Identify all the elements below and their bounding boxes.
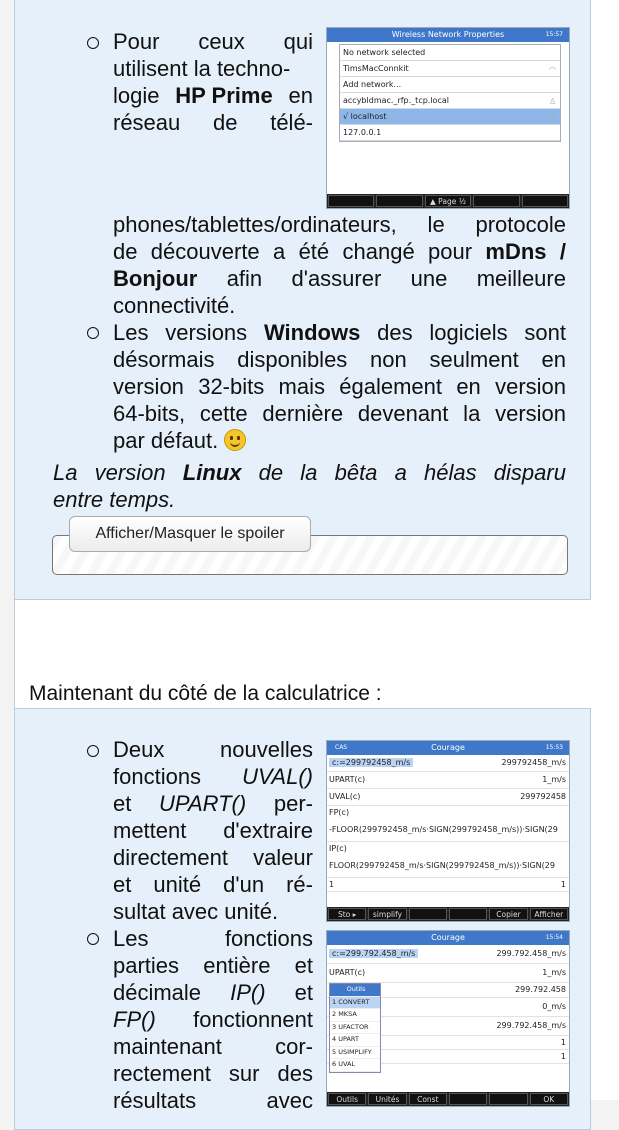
text-line: FP() fonctionnent: [113, 1007, 313, 1032]
text-line: réseau de télé-: [113, 110, 313, 135]
text-line: de découverte a été changé pour mDns /: [113, 239, 566, 264]
tools-popup-menu: [329, 983, 381, 1073]
text-line: entre temps.: [53, 487, 176, 512]
text-line: maintenant cor-: [113, 1034, 313, 1059]
text-line: phones/tablettes/ordinateurs, le protocole: [113, 212, 566, 237]
text-line: fonctions UVAL(): [113, 764, 313, 789]
history-row: 0_m/s: [327, 998, 569, 1017]
history-row: UVAL(c) 299792458: [327, 789, 569, 806]
history-row: FP(c): [329, 808, 350, 817]
text-line: sultat avec unité.: [113, 899, 279, 924]
text-line: Les fonctions: [113, 926, 313, 951]
smiley-icon: [224, 429, 246, 451]
network-item: No network selected: [340, 45, 560, 61]
menu-item: 4 UPART: [330, 1034, 380, 1047]
text-line: logie HP Prime en: [113, 83, 313, 108]
text-line: connectivité.: [113, 293, 236, 318]
text-line: utilisent la techno-: [113, 56, 291, 81]
wifi-icon: ◠: [549, 65, 556, 74]
list-bullet: [87, 327, 99, 339]
screen-titlebar: Courage 15:54: [327, 931, 569, 945]
menu-item: 2 MKSA: [330, 1009, 380, 1022]
cas-tools-menu-screenshot: [326, 930, 570, 1107]
text-line: Pour ceux qui: [113, 29, 313, 54]
network-item: TimsMacConnkit ◠: [340, 61, 560, 77]
softkey-bar: Outils Unités Const OK: [327, 1092, 569, 1106]
text-line: par défaut.: [113, 427, 566, 454]
spoiler-toggle-button[interactable]: Afficher/Masquer le spoiler: [69, 516, 311, 552]
text-line: décimale IP() et: [113, 980, 313, 1005]
menu-title: Outils: [330, 984, 380, 997]
wireless-network-screenshot: [326, 27, 570, 209]
text-line: désormais disponibles non seulment en: [113, 347, 566, 372]
menu-item: 6 UVAL: [330, 1059, 380, 1072]
text-line: Deux nouvelles: [113, 737, 313, 762]
cas-uval-screenshot: [326, 740, 570, 922]
text-line: et unité d'un ré-: [113, 872, 313, 897]
network-item: 127.0.0.1: [340, 125, 560, 141]
network-icon: ♙: [548, 97, 556, 106]
history-row: IP(c): [329, 844, 347, 853]
text-line: et UPART() per-: [113, 791, 313, 816]
text-line: résultats avec: [113, 1088, 313, 1113]
network-list: [339, 44, 561, 142]
menu-item: 1 CONVERT: [330, 997, 380, 1010]
text-line: La version Linux de la bêta a hélas disparu: [53, 460, 566, 485]
history-row: UPART(c) 1_m/s: [327, 772, 569, 789]
list-bullet: [87, 933, 99, 945]
history-row: 1: [327, 1036, 569, 1050]
screen-titlebar: Wireless Network Properties 15:57: [327, 28, 569, 42]
history-row: c:=299792458_m/s 299792458_m/s: [327, 755, 569, 772]
history-row: 1 1: [327, 878, 569, 892]
history-row: UPART(c) 1_m/s: [327, 964, 569, 983]
history-row: 1: [327, 1050, 569, 1064]
menu-item: 5 USIMPLIFY: [330, 1047, 380, 1060]
text-line: mettent d'extraire: [113, 818, 313, 843]
history-row: 299.792.458: [327, 983, 569, 998]
text-line: version 32-bits mais également en version: [113, 374, 566, 399]
softkey-bar: ▲ Page ½: [327, 194, 569, 208]
list-bullet: [87, 745, 99, 757]
network-item-selected: √ localhost ♙: [340, 109, 560, 125]
history-row: -FLOOR(299792458_m/s·SIGN(299792458_m/s))·SIGN(29: [327, 819, 569, 842]
text-line: Bonjour afin d'assurer une meilleure: [113, 266, 566, 291]
text-line: Les versions Windows des logiciels sont: [113, 320, 566, 345]
history-row: c:=299.792.458_m/s 299.792.458_m/s: [327, 945, 569, 964]
section-intro: Maintenant du côté de la calculatrice :: [29, 682, 382, 705]
text-line: parties entière et: [113, 953, 313, 978]
screen-titlebar: CAS Courage 15:53: [327, 741, 569, 755]
text-line: 64-bits, cette dernière devenant la version: [113, 401, 566, 426]
text-line: directement valeur: [113, 845, 313, 870]
network-item: accybldmac._rfp._tcp.local ♙: [340, 93, 560, 109]
history-row: 299.792.458_m/s: [327, 1017, 569, 1036]
list-bullet: [87, 37, 99, 49]
menu-item: 3 UFACTOR: [330, 1022, 380, 1035]
network-icon: ♙: [548, 113, 556, 122]
text-line: rectement sur des: [113, 1061, 313, 1086]
network-item: Add network...: [340, 77, 560, 93]
history-row: FLOOR(299792458_m/s·SIGN(299792458_m/s))·SIGN(29: [327, 855, 569, 878]
softkey-bar: Sto ▸ simplify Copier Afficher: [327, 907, 569, 921]
